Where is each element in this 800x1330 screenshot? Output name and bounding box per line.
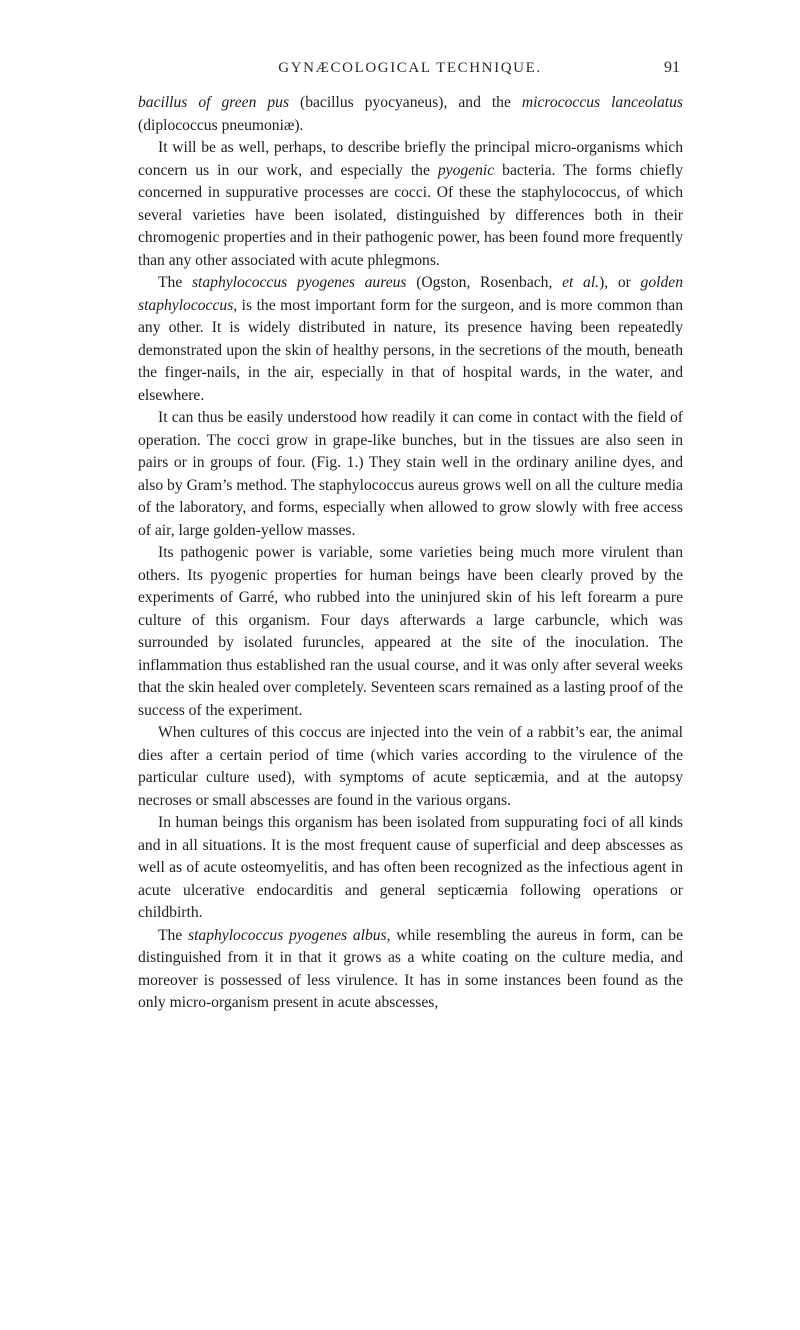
text-run: (bacillus pyocyaneus), and the <box>289 94 522 111</box>
text-run: The <box>158 926 189 944</box>
paragraph-5 <box>138 542 683 722</box>
italic-term: staphylococcus pyogenes aureus <box>191 274 407 291</box>
italic-term: micrococcus lanceolatus <box>521 94 683 111</box>
text-run: (diplococcus pneumoniæ). <box>138 116 304 134</box>
italic-term: et al. <box>562 274 600 291</box>
text-run: The <box>158 274 192 291</box>
paragraph-2 <box>138 137 683 272</box>
text-run: In human beings this organism has been isolated from suppurating foci of all kinds and in all situations. It is the most frequent cause of superficial and deep abscesses as well as of acute osteomyelitis, and has often been recognized as the infectious agent in acute ulcerative endocarditis and general septicæmia following operations or childbirth. <box>138 814 683 921</box>
paragraph-1 <box>138 92 683 137</box>
text-run: , while resembling the aureus in form, can be distinguished from it in that it grows as a white coating on the culture media, and moreover is possessed of less virulence. It has in some instances been found as the only micro-organism present in acute abscesses, <box>138 926 683 1011</box>
paragraph-3 <box>138 272 683 407</box>
italic-term: golden staphylococcus <box>138 274 683 314</box>
paragraph-8 <box>138 925 683 1015</box>
italic-term: staphylococcus pyogenes albus <box>188 926 387 944</box>
paragraph-7 <box>138 812 683 925</box>
text-run: , is the most important form for the surgeon, and is more common than any other. It is widely distributed in nature, its presence having been repeatedly demonstrated upon the skin of healthy persons, in the secretions of the mouth, beneath the finger-nails, in the air, especially in that of hospital wards, in the water, and elsewhere. <box>138 296 683 404</box>
text-run: (Ogston, Rosenbach, <box>406 274 563 291</box>
text-run: It will be as well, perhaps, to describe briefly the principal micro-organisms which concern us in our work, and especially the <box>138 139 683 179</box>
page-number: 91 <box>664 59 680 76</box>
body-text <box>138 92 683 1015</box>
text-run: ), or <box>599 274 641 291</box>
running-header <box>140 60 680 84</box>
paragraph-6 <box>138 722 683 812</box>
text-run: Its pathogenic power is variable, some varieties being much more virulent than others. Its pyogenic properties for human beings have been clearly proved by the experiments of Garré, who rubbed into the uninjured skin of his left forearm a pure culture of this organism. Four days afterwards a large carbuncle, which was surrounded by isolated furuncles, appeared at the site of the inoculation. The inflammation thus established ran the usual course, and it was only after several weeks that the skin healed over completely. Seventeen scars remained as a lasting proof of the success of the experiment. <box>138 544 683 719</box>
italic-term: bacillus of green pus <box>138 94 290 111</box>
paragraph-4 <box>138 407 683 542</box>
running-title: GYNÆCOLOGICAL TECHNIQUE. <box>278 60 542 76</box>
text-run: It can thus be easily understood how readily it can come in contact with the field of operation. The cocci grow in grape-like bunches, but in the tissues are also seen in pairs or in groups of four. (Fig. 1.) They stain well in the ordinary aniline dyes, and also by Gram’s method. The staphylococcus aureus grows well on all the culture media of the laboratory, and forms, especially when allowed to grow slowly with free access of air, large golden-yellow masses. <box>138 409 683 539</box>
italic-term: pyogenic <box>437 161 495 179</box>
text-run: When cultures of this coccus are injected into the vein of a rabbit’s ear, the animal dies after a certain period of time (which varies according to the virulence of the particular culture used), with symptoms of acute septicæmia, and at the autopsy necroses or small abscesses are found in the various organs. <box>138 724 683 809</box>
text-run: bacteria. The forms chiefly concerned in suppurative processes are cocci. Of these the staphylococcus, of which several varieties have been isolated, distinguished by differences both in their chromogenic properties and in their pathogenic power, has been found more frequently than any other associated with acute phlegmons. <box>138 161 683 269</box>
